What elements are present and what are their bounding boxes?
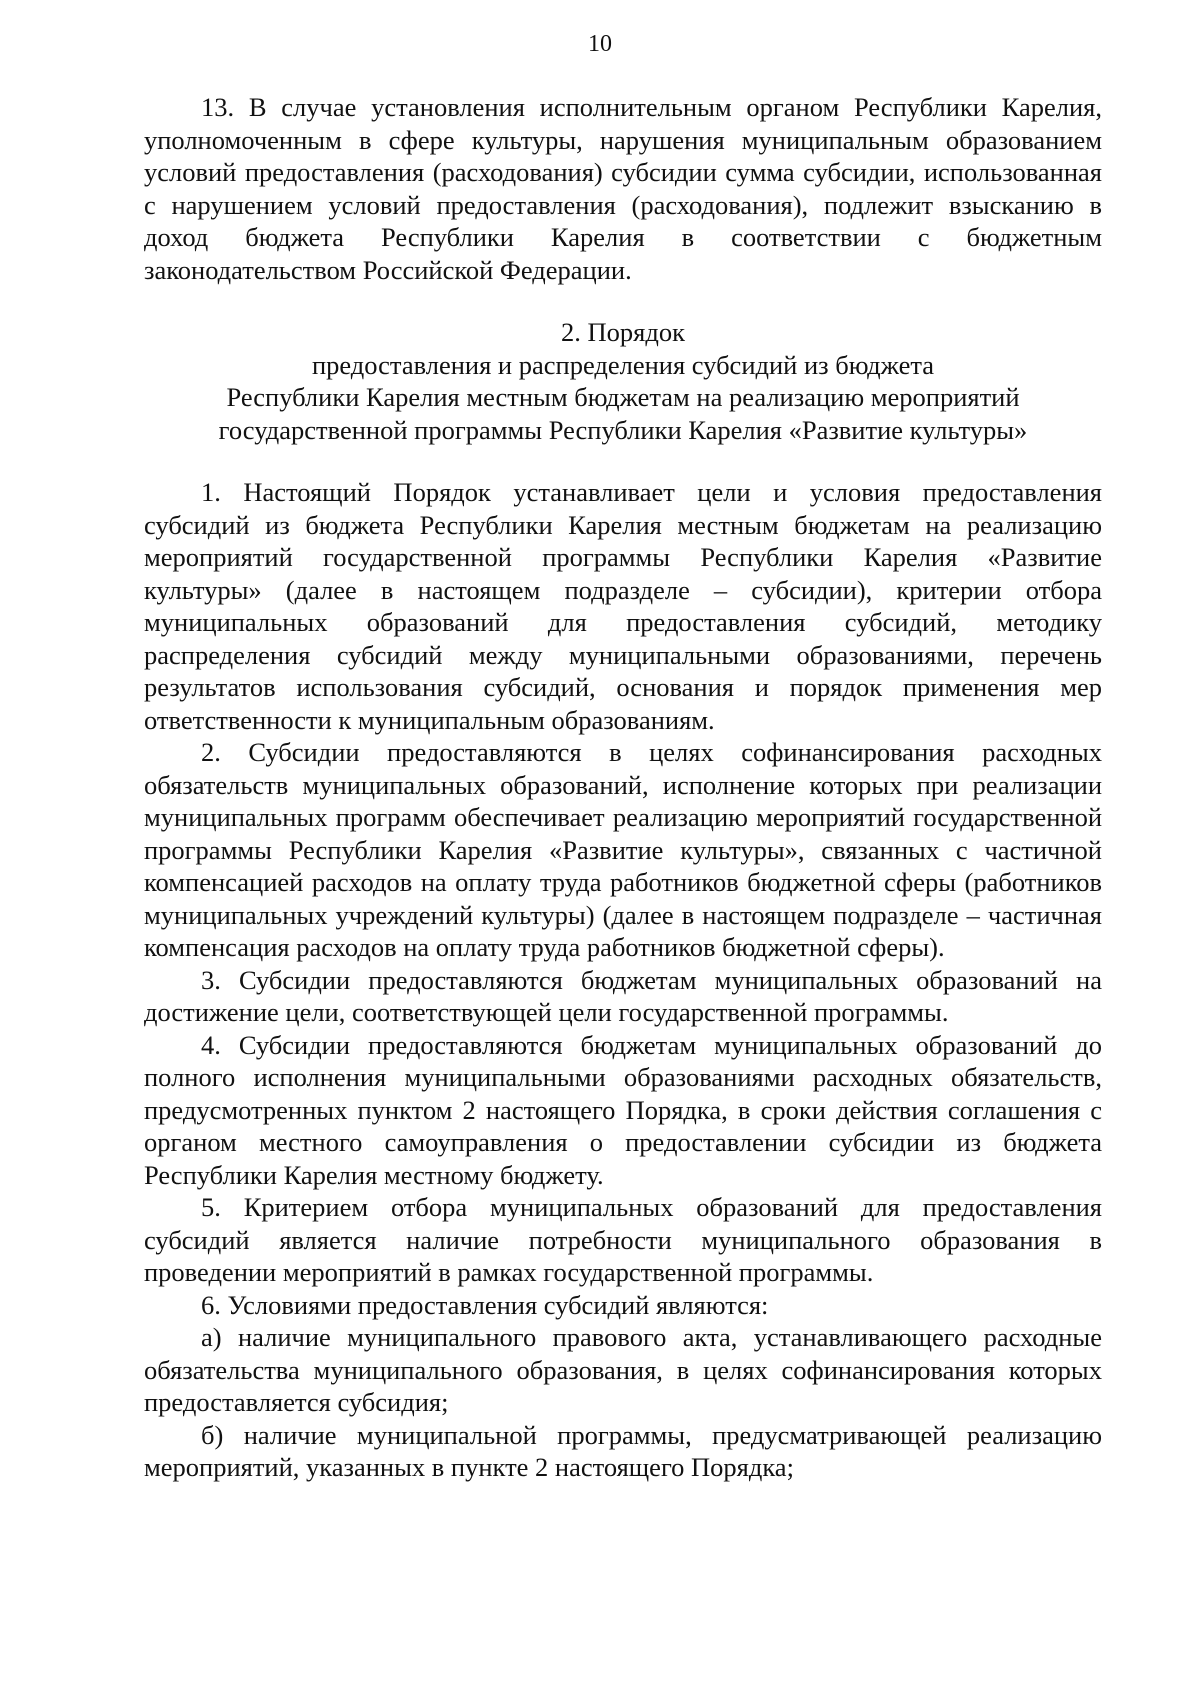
paragraph-13: 13. В случае установления исполнительным органом Республики Карелия, уполномоченным в сфере культуры, нарушения муниципальным образованием условий предоставления (расходования) субсидии сумма субсидии, использованная с нарушением условий предоставления (расходования), подлежит взысканию в доход бюджета Республики Карелия в соответствии с бюджетным законодательством Российской Федерации. [144, 92, 1102, 285]
paragraph-4: 4. Субсидии предоставляются бюджетам муниципальных образований до полного исполнения муниципальными образованиями расходных обязательств, предусмотренных пунктом 2 настоящего Порядка, в сроки действия соглашения с органом местного самоуправления о предоставлении субсидии из бюджета Республики Карелия местному бюджету. [144, 1029, 1102, 1190]
paragraph-1: 1. Настоящий Порядок устанавливает цели и условия предоставления субсидий из бюджета Республики Карелия местным бюджетам на реализацию мероприятий государственной программы Республики Карелия «Развитие культуры» (далее в настоящем подразделе – субсидии), критерии отбора муниципальных образований для предоставления субсидий, методику распределения субсидий между муниципальными образованиями, перечень результатов использования субсидий, основания и порядок применения мер ответственности к муниципальным образованиям. [144, 477, 1102, 735]
paragraph-2: 2. Субсидии предоставляются в целях софинансирования расходных обязательств муниципальных образований, исполнение которых при реализации муниципальных программ обеспечивает реализацию мероприятий государственной программы Республики Карелия «Развитие культуры», связанных с частичной компенсацией расходов на оплату труда работников бюджетной сферы (работников муниципальных учреждений культуры) (далее в настоящем подразделе – частичная компенсация расходов на оплату труда работников бюджетной сферы). [144, 737, 1102, 962]
paragraph-6b: б) наличие муниципальной программы, предусматривающей реализацию мероприятий, указанных в пункте 2 настоящего Порядка; [144, 1419, 1102, 1482]
section-title-line: Республики Карелия местным бюджетам на реализацию мероприятий [226, 382, 1020, 412]
section-heading [144, 316, 1102, 446]
section-title-line: государственной программы Республики Карелия «Развитие культуры» [218, 414, 1028, 445]
section-title-line: предоставления и распределения субсидий из бюджета [311, 349, 935, 380]
paragraph-6: 6. Условиями предоставления субсидий являются: [201, 1289, 769, 1320]
paragraph-6a: а) наличие муниципального правового акта, устанавливающего расходные обязательства муниципального образования, в целях софинансирования которых предоставляется субсидия; [144, 1322, 1102, 1417]
paragraph-5: 5. Критерием отбора муниципальных образований для предоставления субсидий является наличие потребности муниципального образования в проведении мероприятий в рамках государственной программы. [144, 1192, 1102, 1287]
section-title-line: 2. Порядок [561, 317, 685, 347]
document-body [144, 91, 1102, 1484]
paragraph-3: 3. Субсидии предоставляются бюджетам муниципальных образований на достижение цели, соответствующей цели государственной программы. [144, 964, 1102, 1027]
page-number: 10 [588, 31, 612, 57]
